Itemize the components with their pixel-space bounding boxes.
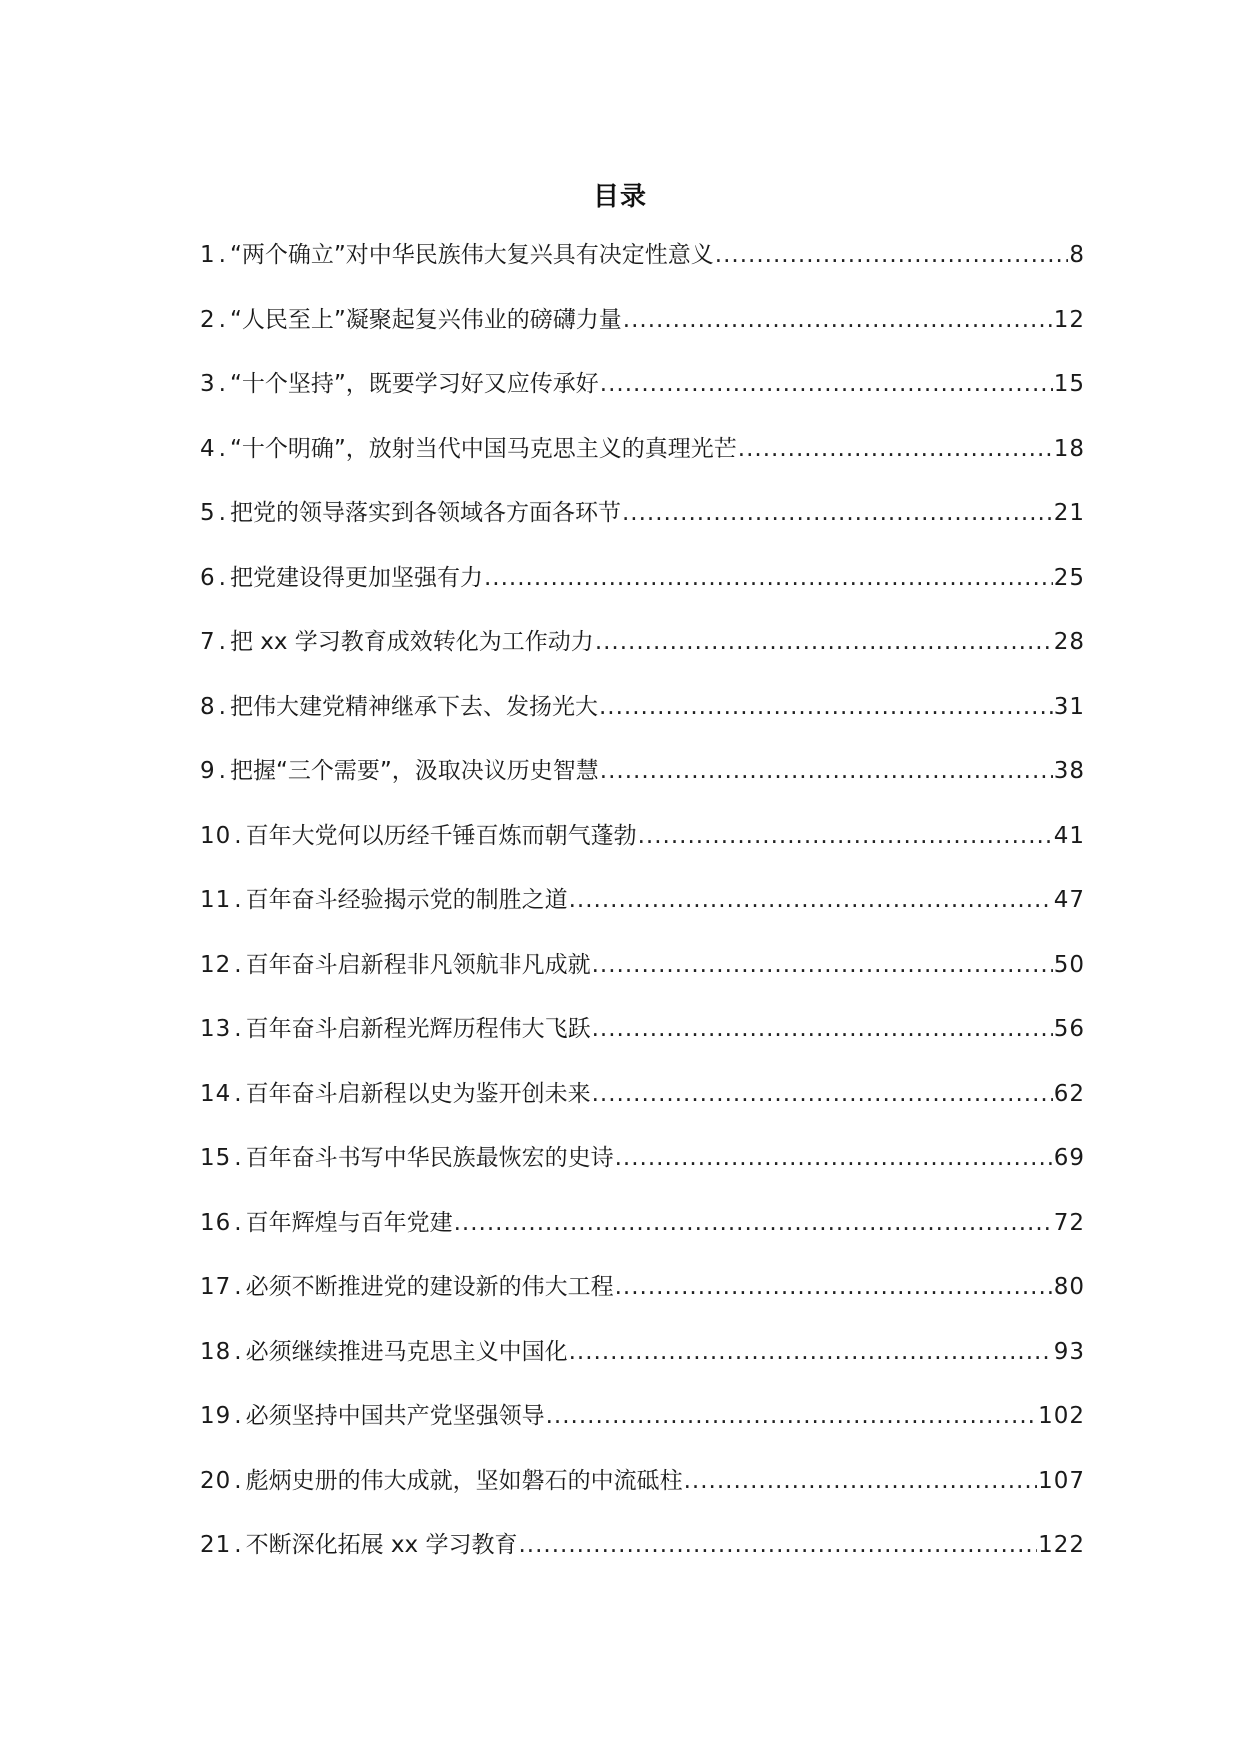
toc-title: 目录 xyxy=(592,182,647,212)
toc-entry-page-number: 8 xyxy=(1069,242,1085,268)
toc-entry-title: “十个明确”，放射当代中国马克思主义的真理光芒 xyxy=(229,435,737,462)
toc-entry-number: 12 xyxy=(200,951,232,978)
toc-entry-leader-dots xyxy=(518,1530,1037,1560)
toc-entry-number: 17 xyxy=(200,1274,232,1300)
toc-entry-separator: . xyxy=(218,242,226,268)
toc-entry-separator: . xyxy=(234,1145,242,1171)
toc-entry-page-number: 93 xyxy=(1053,1338,1085,1365)
toc-entry-number: 11 xyxy=(200,887,232,913)
toc-entry[interactable] xyxy=(200,950,1085,1015)
toc-entry-page-number: 31 xyxy=(1053,693,1085,720)
table-of-contents xyxy=(200,240,1085,1595)
toc-entry-page-number: 50 xyxy=(1053,951,1085,978)
toc-entry[interactable] xyxy=(200,305,1085,370)
toc-entry-leader-dots xyxy=(454,1208,1053,1238)
toc-entry-number: 15 xyxy=(200,1145,232,1171)
toc-entry-separator: . xyxy=(218,693,226,720)
toc-entry-title: 彪炳史册的伟大成就，坚如磐石的中流砥柱 xyxy=(245,1467,683,1494)
toc-entry-separator: . xyxy=(218,758,226,784)
toc-entry-page-number: 41 xyxy=(1053,822,1085,849)
toc-entry-title: 把握“三个需要”，汲取决议历史智慧 xyxy=(229,758,599,784)
toc-entry-separator: . xyxy=(234,1080,242,1107)
toc-entry-title: 百年辉煌与百年党建 xyxy=(245,1209,453,1236)
toc-entry-leader-dots xyxy=(599,692,1053,722)
toc-entry-number: 9 xyxy=(200,758,216,784)
toc-entry-leader-dots xyxy=(484,563,1053,593)
toc-entry-leader-dots xyxy=(569,1337,1053,1367)
toc-entry-number: 5 xyxy=(200,500,216,526)
toc-entry-title: 百年奋斗启新程以史为鉴开创未来 xyxy=(245,1080,591,1107)
toc-entry-number: 4 xyxy=(200,435,216,462)
toc-entry-separator: . xyxy=(234,822,242,849)
toc-entry[interactable] xyxy=(200,1337,1085,1402)
toc-entry-leader-dots xyxy=(638,821,1053,851)
toc-entry-leader-dots xyxy=(592,950,1053,980)
toc-entry-title: 把党建设得更加坚强有力 xyxy=(229,564,483,591)
toc-entry-page-number: 56 xyxy=(1053,1016,1085,1042)
toc-entry-leader-dots xyxy=(615,1272,1053,1302)
toc-entry-title: “十个坚持”，既要学习好又应传承好 xyxy=(229,371,599,397)
toc-entry-leader-dots xyxy=(615,1143,1053,1173)
toc-entry-separator: . xyxy=(234,1016,242,1042)
toc-entry-page-number: 28 xyxy=(1053,629,1085,655)
toc-entry-title: 把 xx 学习教育成效转化为工作动力 xyxy=(229,629,594,655)
toc-entry-number: 2 xyxy=(200,306,216,333)
toc-entry-title: “两个确立”对中华民族伟大复兴具有决定性意义 xyxy=(229,242,714,268)
toc-entry-page-number: 18 xyxy=(1053,435,1085,462)
toc-entry[interactable] xyxy=(200,756,1085,821)
toc-entry[interactable] xyxy=(200,1079,1085,1144)
toc-entry-leader-dots xyxy=(592,1079,1053,1109)
toc-entry-separator: . xyxy=(234,951,242,978)
toc-entry-title: 不断深化拓展 xx 学习教育 xyxy=(245,1532,518,1558)
toc-entry-title: 百年奋斗启新程光辉历程伟大飞跃 xyxy=(245,1016,591,1042)
toc-entry-page-number: 12 xyxy=(1053,306,1085,333)
toc-entry-number: 3 xyxy=(200,371,216,397)
toc-entry-separator: . xyxy=(234,1209,242,1236)
toc-entry-separator: . xyxy=(234,1274,242,1300)
toc-entry-number: 7 xyxy=(200,629,216,655)
toc-entry[interactable] xyxy=(200,1014,1085,1079)
toc-entry-separator: . xyxy=(218,371,226,397)
toc-entry-title: 把党的领导落实到各领域各方面各环节 xyxy=(229,500,621,526)
toc-entry-page-number: 15 xyxy=(1053,371,1085,397)
toc-entry-page-number: 21 xyxy=(1053,500,1085,526)
toc-entry[interactable] xyxy=(200,563,1085,628)
toc-entry-title: 百年大党何以历经千锤百炼而朝气蓬勃 xyxy=(245,822,637,849)
toc-entry[interactable] xyxy=(200,1143,1085,1208)
toc-entry-page-number: 69 xyxy=(1053,1145,1085,1171)
toc-entry-page-number: 80 xyxy=(1053,1274,1085,1300)
toc-entry-leader-dots xyxy=(715,240,1069,270)
toc-entry-title: 必须不断推进党的建设新的伟大工程 xyxy=(245,1274,614,1300)
toc-entry-separator: . xyxy=(218,500,226,526)
toc-entry[interactable] xyxy=(200,1530,1085,1595)
toc-entry[interactable] xyxy=(200,240,1085,305)
toc-entry-leader-dots xyxy=(569,885,1053,915)
toc-entry-separator: . xyxy=(234,1338,242,1365)
toc-entry-separator: . xyxy=(234,1467,242,1494)
toc-entry[interactable] xyxy=(200,369,1085,434)
toc-entry-title: 百年奋斗启新程非凡领航非凡成就 xyxy=(245,951,591,978)
toc-entry[interactable] xyxy=(200,821,1085,886)
toc-entry-separator: . xyxy=(218,435,226,462)
toc-entry[interactable] xyxy=(200,1401,1085,1466)
toc-entry-page-number: 122 xyxy=(1038,1532,1085,1558)
toc-entry-leader-dots xyxy=(600,369,1053,399)
toc-entry[interactable] xyxy=(200,1208,1085,1273)
toc-entry[interactable] xyxy=(200,1272,1085,1337)
toc-entry-number: 8 xyxy=(200,693,216,720)
toc-entry-title: 必须坚持中国共产党坚强领导 xyxy=(245,1403,545,1429)
toc-entry-leader-dots xyxy=(684,1466,1038,1496)
toc-entry-separator: . xyxy=(218,629,226,655)
toc-entry-leader-dots xyxy=(600,756,1053,786)
toc-entry-leader-dots xyxy=(592,1014,1053,1044)
toc-entry-page-number: 62 xyxy=(1053,1080,1085,1107)
toc-entry-page-number: 38 xyxy=(1053,758,1085,784)
toc-entry-leader-dots xyxy=(623,305,1053,335)
toc-entry-leader-dots xyxy=(546,1401,1038,1431)
toc-entry-title: “人民至上”凝聚起复兴伟业的磅礴力量 xyxy=(229,306,622,333)
toc-entry-separator: . xyxy=(218,564,226,591)
toc-entry-number: 18 xyxy=(200,1338,232,1365)
toc-entry-separator: . xyxy=(234,1532,242,1558)
toc-entry-separator: . xyxy=(234,887,242,913)
toc-entry-number: 19 xyxy=(200,1403,232,1429)
toc-entry-title: 百年奋斗经验揭示党的制胜之道 xyxy=(245,887,568,913)
toc-entry-number: 20 xyxy=(200,1467,232,1494)
toc-entry-title: 百年奋斗书写中华民族最恢宏的史诗 xyxy=(245,1145,614,1171)
toc-entry-number: 14 xyxy=(200,1080,232,1107)
toc-entry[interactable] xyxy=(200,1466,1085,1531)
toc-entry[interactable] xyxy=(200,885,1085,950)
toc-entry-number: 21 xyxy=(200,1532,232,1558)
toc-entry-page-number: 47 xyxy=(1053,887,1085,913)
toc-entry-title: 必须继续推进马克思主义中国化 xyxy=(245,1338,568,1365)
toc-entry-page-number: 25 xyxy=(1053,564,1085,591)
toc-entry-number: 6 xyxy=(200,564,216,591)
toc-entry-title: 把伟大建党精神继承下去、发扬光大 xyxy=(229,693,598,720)
toc-entry[interactable] xyxy=(200,627,1085,692)
toc-entry-leader-dots xyxy=(738,434,1053,464)
toc-entry-leader-dots xyxy=(622,498,1053,528)
toc-entry-number: 16 xyxy=(200,1209,232,1236)
toc-entry-page-number: 72 xyxy=(1053,1209,1085,1236)
toc-entry-page-number: 107 xyxy=(1038,1467,1085,1494)
toc-entry[interactable] xyxy=(200,434,1085,499)
toc-entry-number: 1 xyxy=(200,242,216,268)
toc-entry[interactable] xyxy=(200,692,1085,757)
toc-entry-number: 10 xyxy=(200,822,232,849)
toc-entry-leader-dots xyxy=(595,627,1053,657)
toc-entry-number: 13 xyxy=(200,1016,232,1042)
toc-entry-separator: . xyxy=(234,1403,242,1429)
toc-entry[interactable] xyxy=(200,498,1085,563)
toc-entry-page-number: 102 xyxy=(1038,1403,1085,1429)
toc-entry-separator: . xyxy=(218,306,226,333)
